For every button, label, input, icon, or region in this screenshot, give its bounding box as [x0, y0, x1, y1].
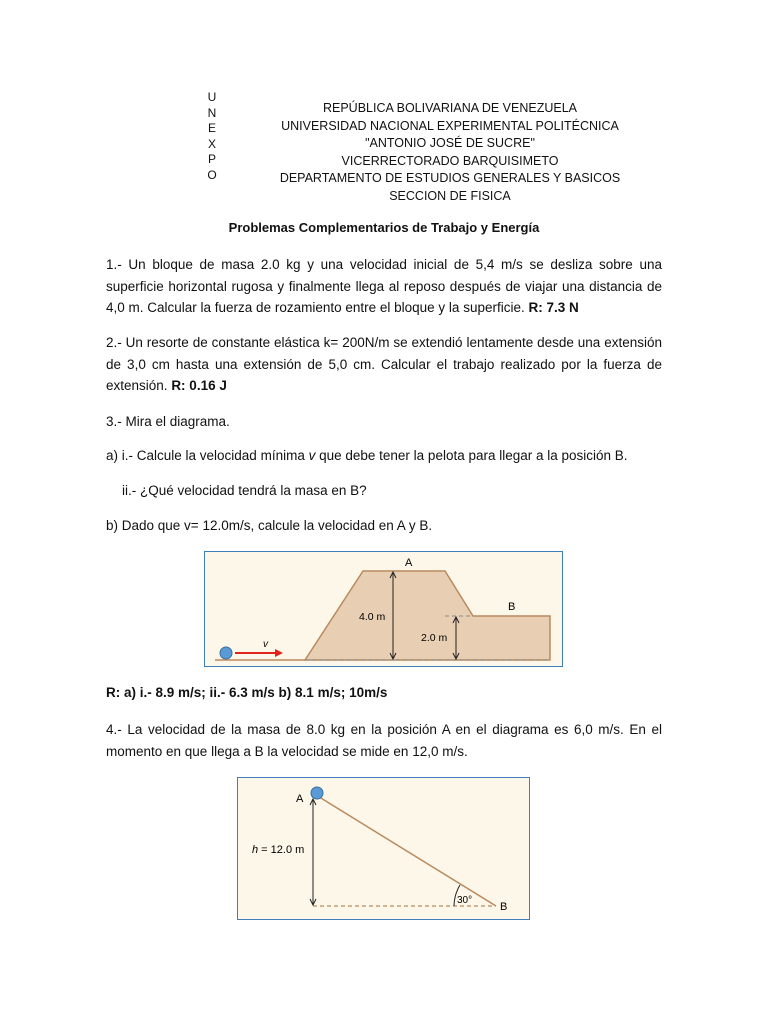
- problem-2-text: 2.- Un resorte de constante elástica k= 200N/m se extendió lentamente desde una extensión de 3,0 cm hasta una extensión de 5,0 cm. Calcular el trabajo realizado por la fuerza de extensión.: [106, 335, 662, 393]
- hill-diagram-svg: [205, 552, 561, 665]
- point-b-label: B: [500, 901, 508, 913]
- logo-letter: O: [207, 167, 217, 182]
- velocity-label: v: [263, 639, 268, 650]
- problem-4-text: 4.- La velocidad de la masa de 8.0 kg en la posición A en el diagrama es 6,0 m/s. En el momento en que llega a B la velocidad se mide en 12,0 m/s.: [106, 722, 662, 759]
- document-title: Problemas Complementarios de Trabajo y Energía: [228, 220, 540, 235]
- problem-3-a-suffix: que debe tener la pelota para llegar a la posición B.: [315, 448, 628, 463]
- ball-icon: [220, 647, 232, 659]
- incline-diagram: [237, 777, 530, 920]
- point-a-label: A: [296, 793, 304, 805]
- problem-3-a-i: [106, 446, 628, 466]
- header-line: DEPARTAMENTO DE ESTUDIOS GENERALES Y BASICOS: [279, 171, 621, 186]
- hill-shape: [305, 571, 550, 660]
- problem-3-a-ii: ii.- ¿Qué velocidad tendrá la masa en B?: [122, 483, 367, 498]
- problem-3-a-prefix: a) i.- Calcule la velocidad mínima: [106, 448, 309, 463]
- problem-1: [106, 254, 662, 319]
- hill-diagram: [204, 551, 563, 667]
- problem-3-intro: 3.- Mira el diagrama.: [106, 414, 230, 429]
- angle-label: 30°: [457, 895, 473, 906]
- problem-4: [106, 719, 662, 762]
- header-line: "ANTONIO JOSÉ DE SUCRE": [365, 136, 535, 151]
- height-label: [252, 844, 304, 856]
- height-value: = 12.0 m: [258, 844, 305, 856]
- header-line: SECCION DE FISICA: [389, 188, 511, 203]
- logo-letter: U: [207, 90, 217, 104]
- logo-letter: P: [207, 152, 216, 167]
- height-var: h: [252, 844, 259, 856]
- incline-diagram-svg: [238, 778, 528, 918]
- height-a-label: 4.0 m: [359, 611, 386, 623]
- problem-2-answer: R: 0.16 J: [171, 378, 227, 393]
- problem-3-b: b) Dado que v= 12.0m/s, calcule la velocidad en A y B.: [106, 518, 433, 533]
- header-line: UNIVERSIDAD NACIONAL EXPERIMENTAL POLITÉCNICA: [281, 118, 619, 133]
- problem-3-answer: R: a) i.- 8.9 m/s; ii.- 6.3 m/s b) 8.1 m/s; 10m/s: [106, 685, 388, 700]
- logo-letter: E: [207, 121, 216, 136]
- incline-line: [316, 795, 496, 906]
- institution-header: [260, 100, 640, 206]
- problem-3-a-var: v: [308, 448, 316, 463]
- header-line: REPÚBLICA BOLIVARIANA DE VENEZUELA: [322, 101, 578, 115]
- header-line: VICERRECTORADO BARQUISIMETO: [341, 153, 559, 168]
- problem-1-answer: R: 7.3 N: [528, 300, 579, 315]
- problem-2: [106, 332, 662, 397]
- problem-1-text: 1.- Un bloque de masa 2.0 kg y una velocidad inicial de 5,4 m/s se desliza sobre una superficie horizontal rugosa y finalmente llega al reposo después de viajar una distancia de 4,0 m. Calcular la fuerza de rozamiento entre el bloque y la superficie.: [106, 257, 662, 315]
- logo-letter: N: [207, 105, 217, 120]
- point-b-label: B: [508, 601, 516, 613]
- point-a-label: A: [405, 557, 413, 569]
- logo-letters: [203, 90, 221, 184]
- height-b-label: 2.0 m: [421, 632, 448, 644]
- logo-letter: X: [207, 136, 216, 151]
- ball-icon: [311, 787, 323, 799]
